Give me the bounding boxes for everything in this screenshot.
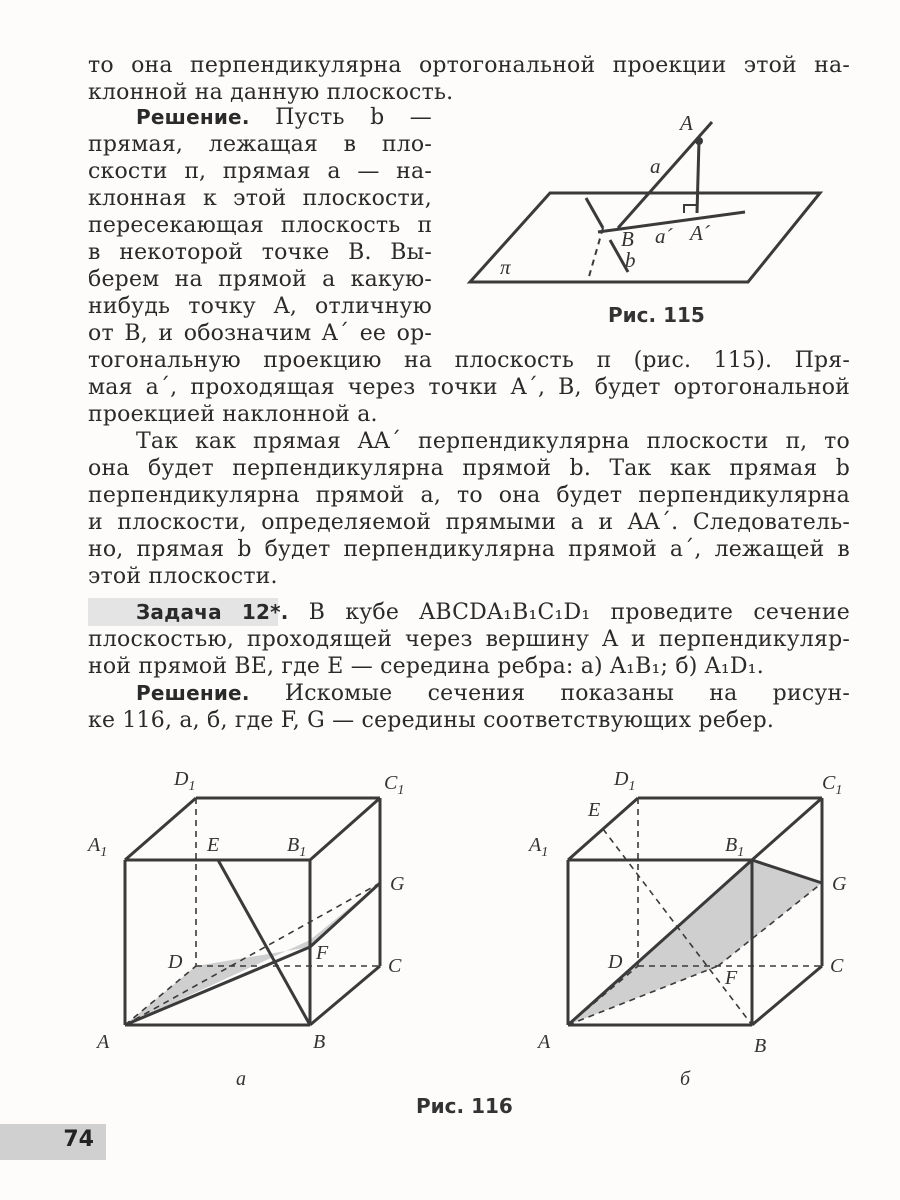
segment-FG <box>310 883 380 947</box>
cube-a-label-C1: $C_1$ <box>384 772 405 798</box>
cube-a-label-C: C <box>388 955 402 977</box>
cube-a-label-B1: $B_1$ <box>287 834 307 860</box>
solution1-line-11: мая a´, проходящая через точки A´, B, будет ортогональной <box>88 375 850 400</box>
cube-a-label-E: E <box>207 834 220 856</box>
para2-line-3: перпендикулярна прямой a, то она будет перпендикулярна <box>88 483 850 508</box>
segment-BE <box>218 860 310 1025</box>
label-a-prime: a´ <box>655 224 673 248</box>
solution1-line-2: прямая, лежащая в пло- <box>88 132 432 157</box>
cube-b-label-D: D <box>608 951 623 973</box>
label-A: A <box>680 111 693 135</box>
cube-a-caption: а <box>236 1068 246 1090</box>
cube-a-label-D: D <box>168 951 183 973</box>
task-line-1: Задача 12*. В кубе ABCDA₁B₁C₁D₁ проведите сечение <box>136 600 850 625</box>
para2-line-5: но, прямая b будет перпендикулярна прямой a´, лежащей в <box>88 537 850 562</box>
label-pi: π <box>500 255 511 279</box>
cube-b-label-D1: $D_1$ <box>614 768 636 794</box>
page-number: 74 <box>63 1127 94 1152</box>
cube-a-label-A1: $A_1$ <box>88 834 108 860</box>
task-line-3: ной прямой BE, где E — середина ребра: а) A₁B₁; б) A₁D₁. <box>88 654 764 679</box>
task-line-2: плоскостью, проходящей через вершину A и перпендикуляр- <box>88 627 850 652</box>
cube-a-label-A: A <box>97 1031 110 1053</box>
label-b: b <box>625 248 636 272</box>
para2-line-4: и плоскости, определяемой прямыми a и AA´. Следователь- <box>88 510 850 535</box>
solution1-line-6: в некоторой точке B. Вы- <box>88 240 432 265</box>
figure-116-caption: Рис. 116 <box>416 1094 513 1118</box>
label-A-prime: A´ <box>690 221 710 245</box>
para2-line-2: она будет перпендикулярна прямой b. Так как прямая b <box>88 456 850 481</box>
cube-a-label-D1: $D_1$ <box>174 768 196 794</box>
cube-b-label-F: F <box>725 967 738 989</box>
intro-line-2: клонной на данную плоскость. <box>88 80 454 105</box>
solution1-line-1: Решение. Пусть b — <box>136 105 432 130</box>
cube-a <box>125 798 380 1025</box>
cube-b-label-C1: $C_1$ <box>822 772 843 798</box>
solution1-line-7: берем на прямой a какую- <box>88 267 432 292</box>
solution1-line-10: тогональную проекцию на плоскость π (рис. 115). Пря- <box>88 348 850 373</box>
solution2-line-2: ке 116, а, б, где F, G — середины соответствующих ребер. <box>88 708 775 733</box>
cube-b-label-A: A <box>538 1031 551 1053</box>
cube-b-label-B1: $B_1$ <box>725 834 745 860</box>
label-B: B <box>621 227 634 251</box>
solution2-label: Решение. <box>136 681 250 705</box>
figure-115-caption: Рис. 115 <box>608 303 705 327</box>
solution1-label: Решение. <box>136 105 250 129</box>
cube-b-label-C: C <box>830 955 844 977</box>
cube-b-label-B: B <box>754 1035 767 1057</box>
intro-line-1: то она перпендикулярна ортогональной проекции этой на- <box>88 53 850 78</box>
para2-line-1: Так как прямая AA´ перпендикулярна плоскости π, то <box>136 429 850 454</box>
solution1-line-5: пересекающая плоскость π <box>88 213 432 238</box>
solution1-line-4: клонная к этой плоскости, <box>88 186 432 211</box>
page-number-tab <box>0 1124 106 1160</box>
cube-b-label-A1: $A_1$ <box>529 834 549 860</box>
solution1-line-3: скости π, прямая a — на- <box>88 159 432 184</box>
task-label: Задача 12*. <box>136 600 289 624</box>
cube-a-label-G: G <box>390 873 405 895</box>
solution2-line-1: Решение. Искомые сечения показаны на рисун- <box>136 681 850 706</box>
label-a: a <box>650 154 661 178</box>
cube-a-label-F: F <box>316 942 329 964</box>
section-b <box>568 860 822 1025</box>
para2-line-6: этой плоскости. <box>88 564 278 589</box>
segment-AF <box>125 947 310 1025</box>
cube-b-label-G: G <box>832 873 847 895</box>
solution1-line-9: от B, и обозначим A´ ее ор- <box>88 321 432 346</box>
cube-b <box>568 798 822 1025</box>
cube-b-caption: б <box>680 1068 691 1090</box>
solution1-line-8: нибудь точку A, отличную <box>88 294 432 319</box>
solution1-line-12: проекцией наклонной a. <box>88 402 378 427</box>
cube-a-label-B: B <box>313 1031 326 1053</box>
cube-b-label-E: E <box>588 799 601 821</box>
